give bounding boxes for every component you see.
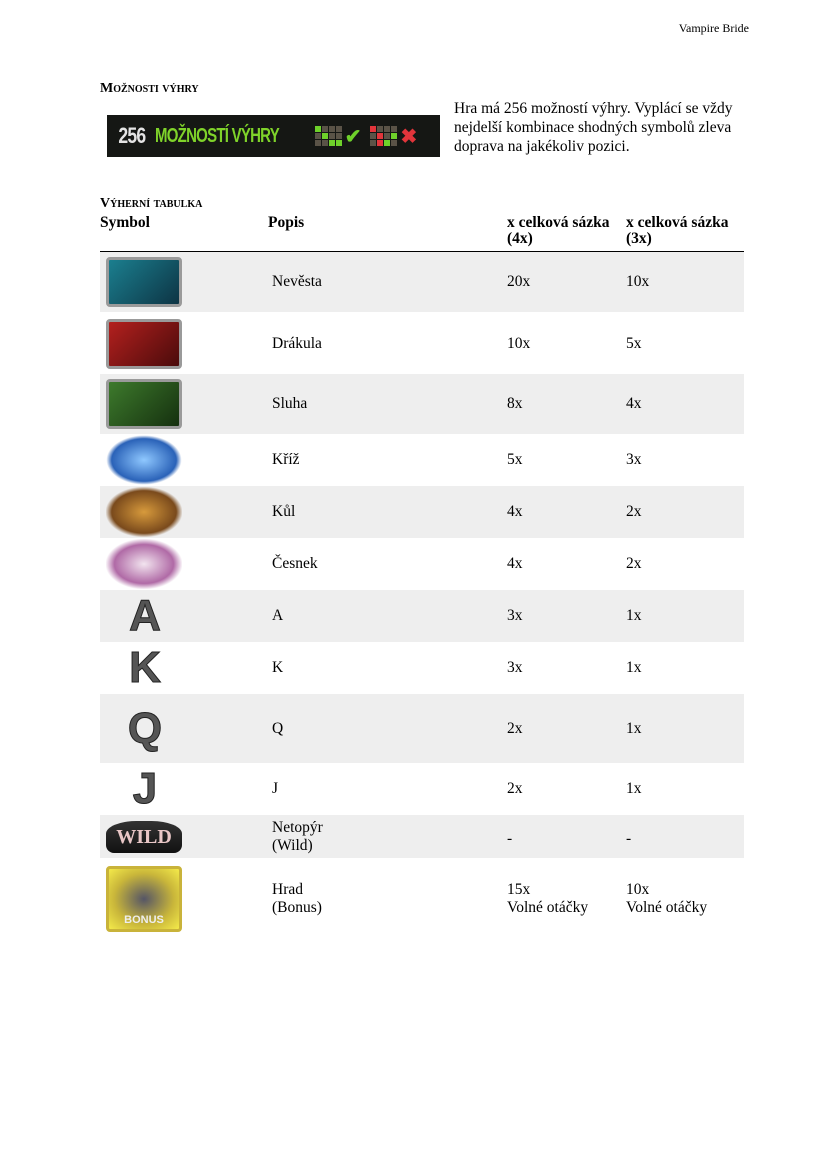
letter-j-icon: J: [132, 764, 158, 813]
payout-4x: 3x: [507, 659, 523, 676]
stake-icon: [106, 487, 182, 537]
check-icon: ✔: [344, 125, 361, 148]
payout-3x: 2x: [626, 555, 642, 572]
payout-4x: 10x: [507, 334, 531, 352]
table-row: [100, 252, 744, 312]
symbol-name: A: [272, 607, 284, 624]
dracula-icon: [106, 319, 182, 369]
payout-3x: 2x: [626, 503, 642, 520]
payout-4x: 8x: [507, 395, 523, 412]
payout-3x: 3x: [626, 451, 642, 468]
letter-a-icon: A: [129, 591, 161, 640]
payout-3x: 1x: [626, 780, 642, 797]
table-row: [100, 538, 744, 590]
cross-icon: [106, 435, 182, 485]
payout-3x: 1x: [626, 607, 642, 624]
payout-3x: -: [626, 829, 632, 847]
table-row: [100, 486, 744, 538]
payout-4x: 4x: [507, 503, 523, 520]
payout-4x: 4x: [507, 555, 523, 572]
symbol-name: Nevěsta: [272, 273, 322, 290]
symbol-name: Hrad (Bonus): [272, 881, 322, 916]
win-grid-icon: [315, 126, 342, 146]
symbol-name: Drákula: [272, 334, 322, 352]
ways-heading: Možnosti výhry: [100, 81, 199, 96]
table-row: [100, 694, 744, 763]
banner-number: 256: [118, 123, 146, 148]
payout-4x: 15x Volné otáčky: [507, 881, 589, 916]
symbol-name: Kůl: [272, 503, 296, 520]
payout-3x: 4x: [626, 395, 642, 412]
table-row: [100, 434, 744, 486]
table-row: [100, 858, 744, 940]
payout-4x: 20x: [507, 273, 531, 290]
payout-3x: 5x: [626, 334, 642, 352]
symbol-name: Netopýr (Wild): [272, 818, 323, 854]
table-row: [100, 763, 744, 815]
symbol-name: Q: [272, 719, 284, 737]
lose-grid-icon: [370, 126, 397, 146]
col-description: Popis: [268, 214, 305, 231]
garlic-icon: [106, 539, 182, 589]
payout-4x: 3x: [507, 607, 523, 624]
payout-4x: -: [507, 829, 513, 847]
col-symbol: Symbol: [100, 214, 150, 231]
payout-4x: 2x: [507, 780, 523, 797]
payout-4x: 5x: [507, 451, 523, 468]
table-row: [100, 313, 744, 374]
ways-banner: [107, 115, 440, 157]
symbol-name: J: [272, 780, 279, 797]
table-row: [100, 590, 744, 642]
payout-3x: 1x: [626, 659, 642, 676]
payout-3x: 1x: [626, 719, 642, 737]
ways-description: Hra má 256 možností výhry. Vyplácí se vždy nejdelší kombinace shodných symbolů zleva doprava na jakékoliv pozici.: [454, 100, 733, 155]
payout-3x: 10x: [626, 273, 650, 290]
document-header: Vampire Bride: [678, 21, 749, 35]
servant-icon: [106, 379, 182, 429]
symbol-name: Česnek: [272, 555, 318, 572]
bride-icon: [106, 257, 182, 307]
cross-mark-icon: ✖: [400, 125, 417, 148]
symbol-name: Kříž: [272, 451, 300, 468]
banner-label: MOŽNOSTÍ VÝHRY: [154, 124, 279, 147]
table-row: [100, 374, 744, 434]
symbol-name: K: [272, 659, 284, 676]
letter-k-icon: K: [129, 643, 161, 692]
wild-bat-icon: WILD: [106, 821, 182, 853]
col-4x: x celková sázka (4x): [507, 214, 610, 247]
symbol-name: Sluha: [272, 395, 308, 412]
table-header: [100, 215, 744, 252]
letter-q-icon: Q: [127, 703, 163, 753]
table-row: [100, 815, 744, 858]
payout-4x: 2x: [507, 719, 523, 737]
castle-bonus-icon: BONUS: [106, 866, 182, 932]
col-3x: x celková sázka (3x): [626, 214, 729, 247]
payout-3x: 10x Volné otáčky: [626, 881, 708, 916]
table-row: [100, 642, 744, 694]
paytable-heading: Výherní tabulka: [100, 196, 203, 211]
